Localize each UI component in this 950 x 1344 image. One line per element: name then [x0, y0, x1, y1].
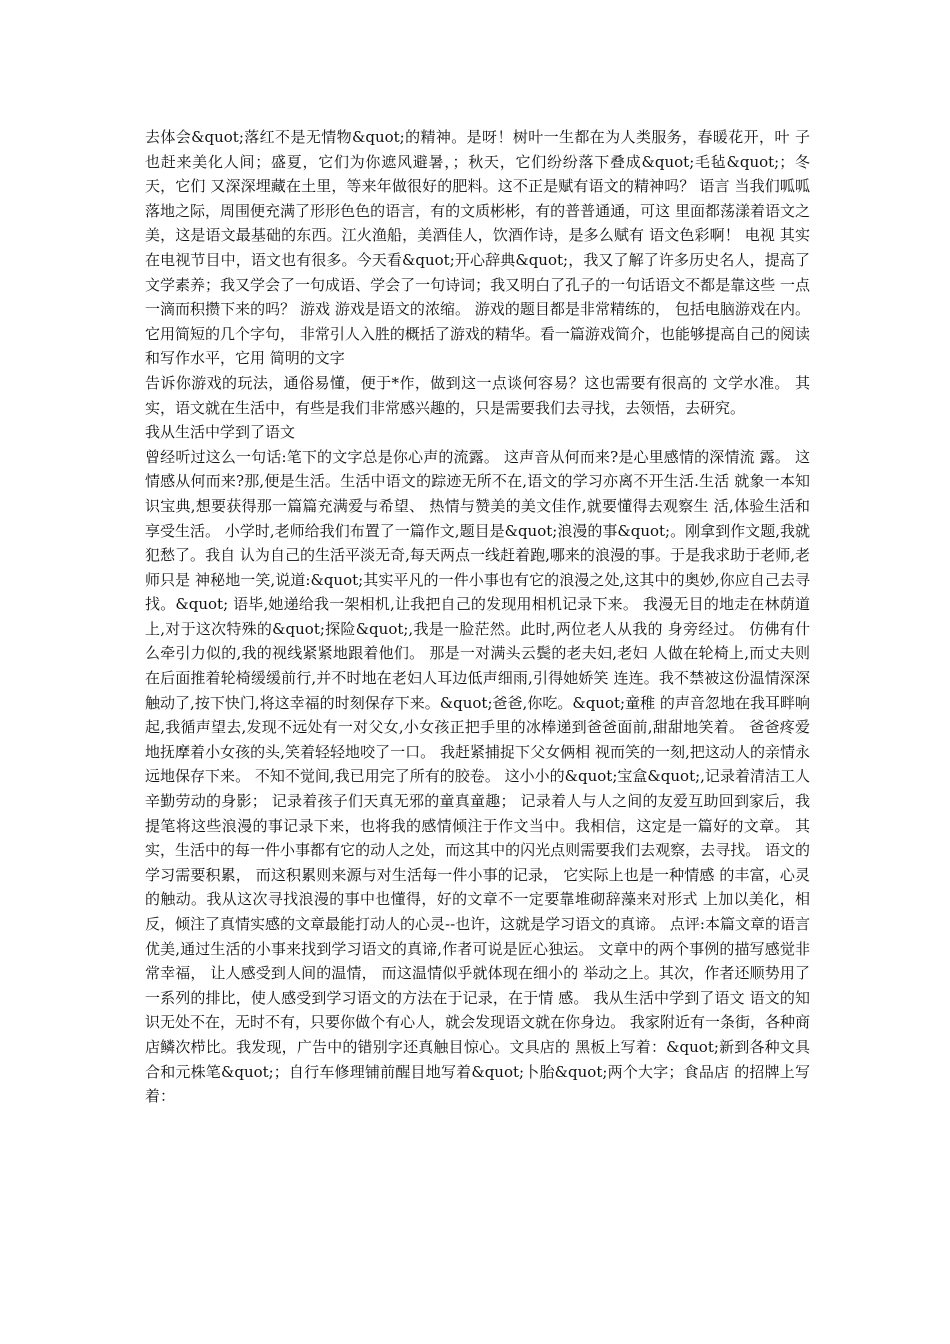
essay-title: 我从生活中学到了语文: [145, 423, 296, 442]
paragraph-2: 告诉你游戏的玩法，通俗易懂，便于*作，做到这一点谈何容易？这也需要有很高的 文学水准。 其实，语文就在生活中，有些是我们非常感兴趣的，只是需要我们去寻找，去领悟，去研究。: [145, 373, 810, 417]
essay-body: 曾经听过这么一句话:笔下的文字总是你心声的流露。 这声音从何而来?是心里感情的深情流 露。 这情感从何而来?那,便是生活。生活中语文的踪迹无所不在,语文的学习亦离不开生活.生活 就象一本知识宝典,想要获得那一篇篇充满爱与希望、 热情与赞美的美文佳作,就要懂得去观察生 活,体验生活和享受生活。 小学时,老师给我们布置了一篇作文,题目是&quot;浪漫的事&quot;。刚拿到作文题,我就犯愁了。我自 认为自己的生活平淡无奇,每天两点一线赶着跑,哪来的浪漫的事。于是我求助于老师,老师只是 神秘地一笑,说道:&quot;其实平凡的一件小事也有它的浪漫之处,这其中的奥妙,你应自己去寻找。&quot; 语毕,她递给我一架相机,让我把自己的发现用相机记录下来。 我漫无目的地走在林荫道上,对于这次特殊的&quot;探险&quot;,我是一脸茫然。此时,两位老人从我的 身旁经过。 仿佛有什么牵引力似的,我的视线紧紧地跟着他们。 那是一对满头云鬓的老夫妇,老妇 人做在轮椅上,而丈夫则在后面推着轮椅缓缓前行,并不时地在老妇人耳边低声细雨,引得她娇笑 连连。我不禁被这份温情深深触动了,按下快门,将这幸福的时刻保存下来。&quot;爸爸,你吃。&quot;童稚 的声音忽地在我耳畔响起,我循声望去,发现不远处有一对父女,小女孩正把手里的冰棒递到爸爸面前,甜甜地笑着。 爸爸疼爱地抚摩着小女孩的头,笑着轻轻地咬了一口。 我赶紧捕捉下父女俩相 视而笑的一刻,把这动人的亲情永远地保存下来。 不知不觉间,我已用完了所有的胶卷。 这小小的&quot;宝盒&quot;,记录着清洁工人辛勤劳动的身影； 记录着孩子们天真无邪的童真童趣； 记录着人与人之间的友爱互助回到家后，我提笔将这些浪漫的事记录下来，也将我的感情倾注于作文当中。我相信，这定是一篇好的文章。 其实，生活中的每一件小事都有它的动人之处，而这其中的闪光点则需要我们去观察，去寻找。 语文的学习需要积累， 而这积累则来源与对生活每一件小事的记录， 它实际上也是一种情感 的丰富，心灵的触动。我从这次寻找浪漫的事中也懂得，好的文章不一定要靠堆砌辞藻来对形式 上加以美化，相反，倾注了真情实感的文章最能打动人的心灵--也许，这就是学习语文的真谛。 点评:本篇文章的语言优美,通过生活的小事来找到学习语文的真谛,作者可说是匠心独运。 文章中的两个事例的描写感觉非常幸福， 让人感受到人间的温情， 而这温情似乎就体现在细小的 举动之上。其次，作者还顺势用了一系列的排比，使人感受到学习语文的方法在于记录，在于情 感。 我从生活中学到了语文 语文的知识无处不在，无时不有，只要你做个有心人，就会发现语文就在你身边。 我家附近有一条街，各种商店鳞次栉比。我发现，广告中的错别字还真触目惊心。文具店的 黑板上写着：&quot;新到各种文具合和元株笔&quot;；自行车修理铺前醒目地写着&quot;卜胎&quot;两个大字；食品店 的招牌上写着：: [145, 447, 810, 1106]
document-page: [145, 125, 810, 1109]
paragraph-1: 去体会&quot;落红不是无情物&quot;的精神。是呀！树叶一生都在为人类服务，春暖花开，叶 子也赶来美化人间；盛夏，它们为你遮风避暑，；秋天，它们纷纷落下叠成&quot;毛毡&quot;；冬天，它们 又深深埋藏在土里，等来年做很好的肥料。这不正是赋有语文的精神吗？ 语言 当我们呱呱落地之际，周围便充满了形形色色的语言，有的文质彬彬，有的普普通通，可这 里面都荡漾着语文之美，这是语文最基础的东西。江火渔船，美酒佳人，饮酒作诗，是多么赋有 语文色彩啊！ 电视 其实在电视节目中，语文也有很多。今天看&quot;开心辞典&quot;，我又了解了许多历史名人，提高了 文学素养；我又学会了一句成语、学会了一句诗词；我又明白了孔子的一句话语文不都是靠这些 一点一滴而积攒下来的吗？ 游戏 游戏是语文的浓缩。 游戏的题目都是非常精练的， 包括电脑游戏在内。 它用简短的几个字句， 非常引人入胜的概括了游戏的精华。看一篇游戏简介，也能够提高自己的阅读和写作水平，它用 简明的文字: [145, 128, 810, 368]
